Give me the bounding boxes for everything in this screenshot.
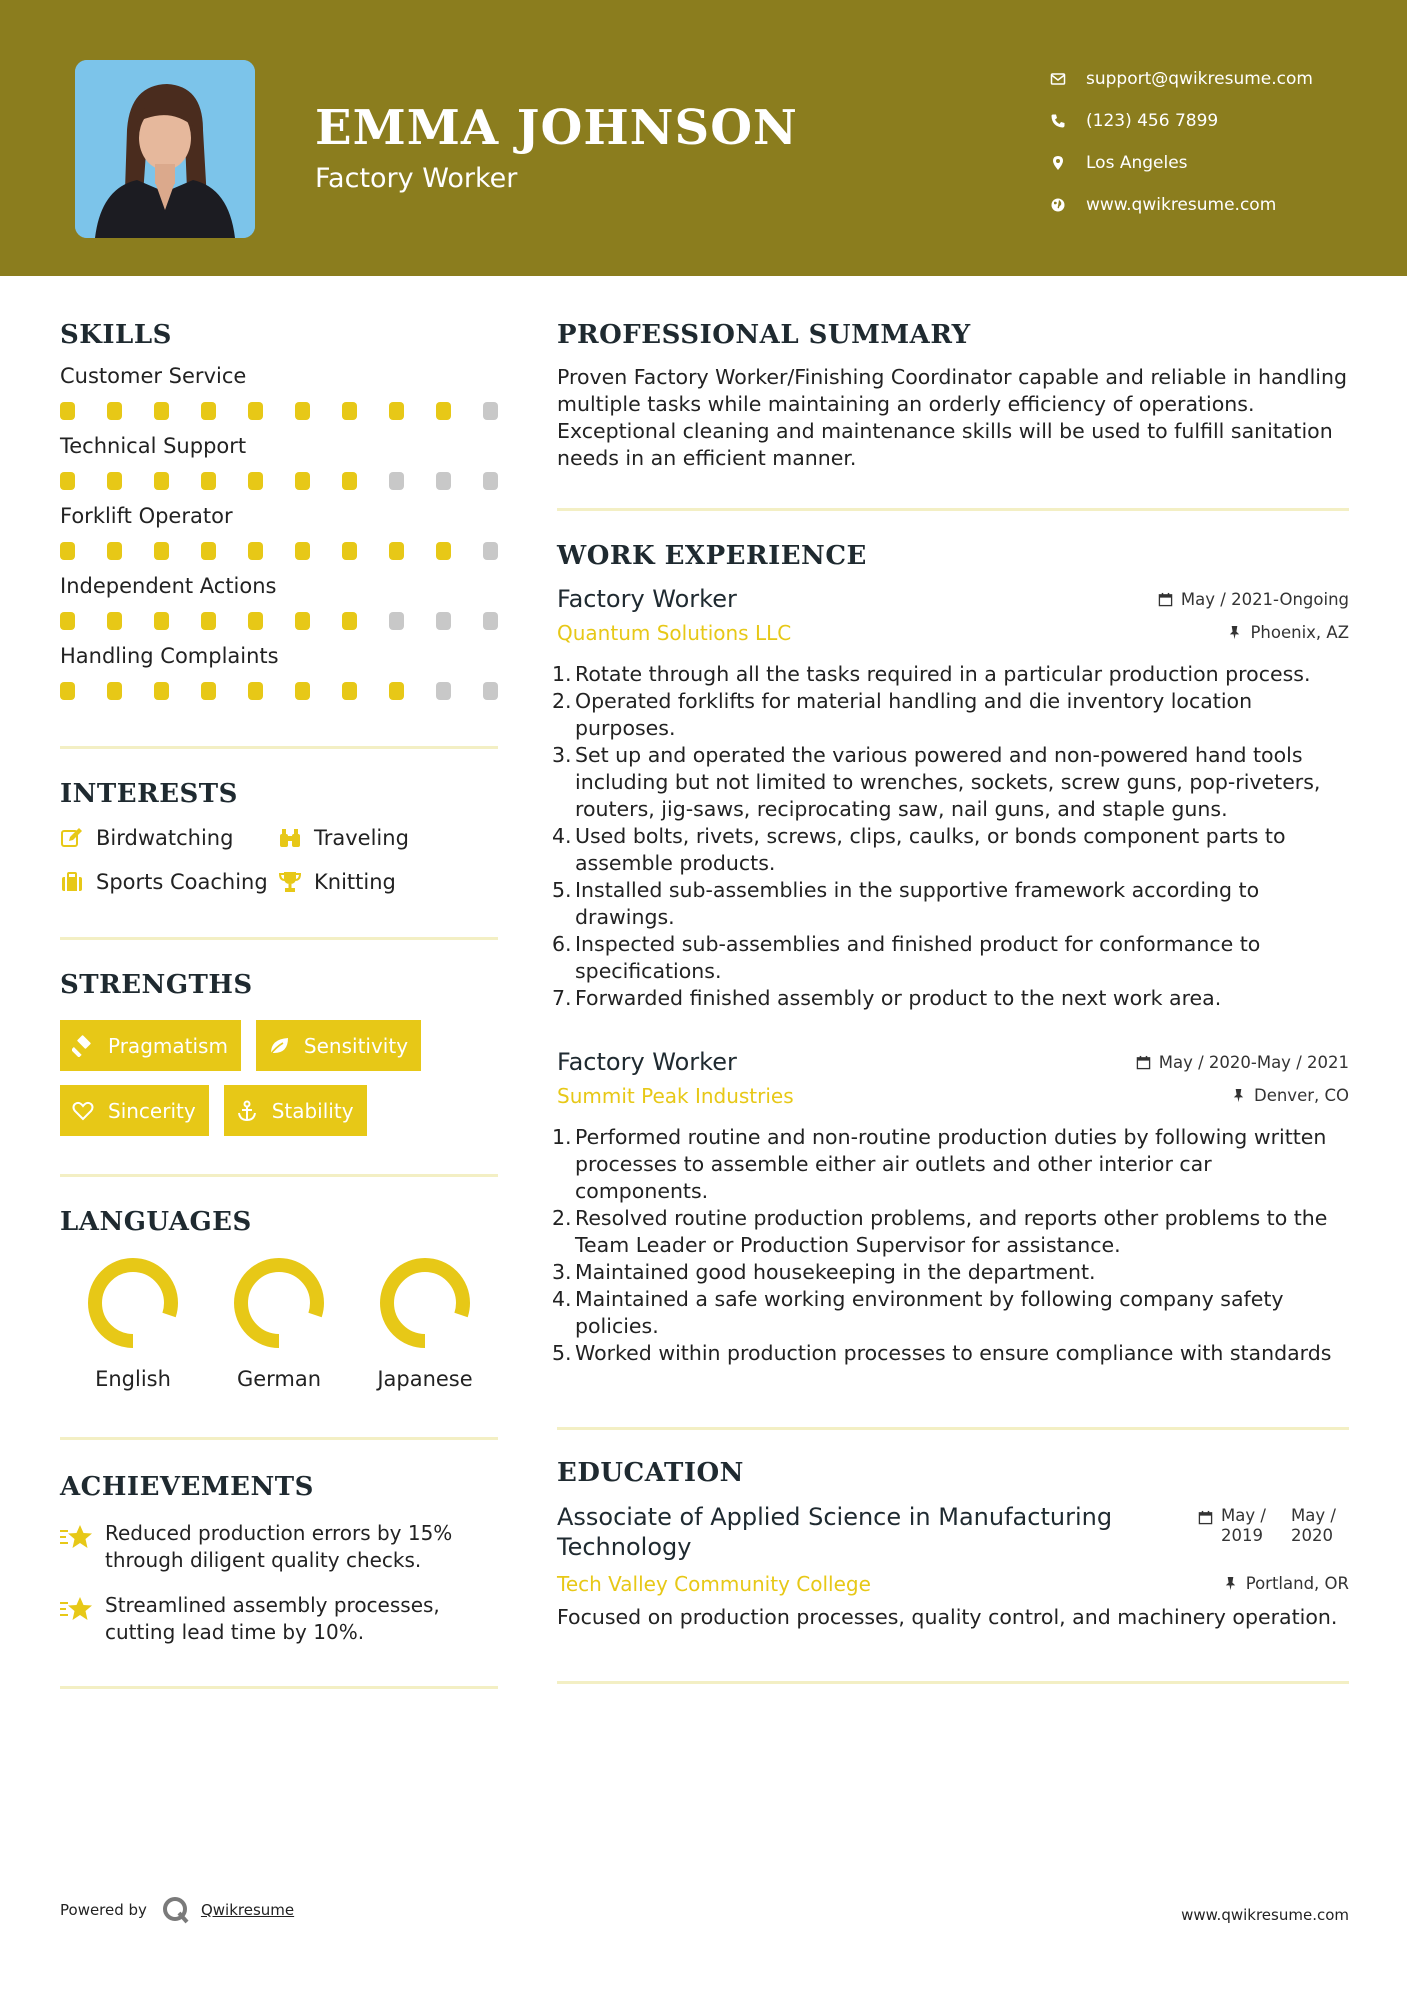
- education-date-end: May / 2020: [1291, 1506, 1336, 1545]
- skill-rating-dot: [295, 472, 310, 490]
- summary-text: Proven Factory Worker/Finishing Coordinator capable and reliable in handling multiple tasks while maintaining an orderly efficiency of operations. Exceptional cleaning and maintenance skills will be used to fulfill sanitation needs in an efficient manner.: [557, 365, 1348, 470]
- anchor-icon: [236, 1100, 272, 1122]
- job-task: Maintained good housekeeping in the department.: [575, 1260, 1096, 1284]
- job-location: [1227, 623, 1349, 642]
- skill-rating-dot: [389, 402, 404, 420]
- skill-rating-dot: [389, 542, 404, 560]
- skill-rating-dot: [436, 682, 451, 700]
- skill-rating-dot: [483, 682, 498, 700]
- summary-title: PROFESSIONAL SUMMARY: [557, 320, 971, 350]
- achievements-section: [60, 1472, 498, 1646]
- job-task: Performed routine and non-routine production duties by following written processes to assemble either air outlets and other interior car components.: [575, 1125, 1327, 1203]
- job-date-text: May / 2021-Ongoing: [1180, 590, 1349, 609]
- calendar-icon: [1198, 1510, 1213, 1529]
- job-entry: [557, 1048, 1349, 1367]
- skill-rating-dot: [107, 402, 122, 420]
- skill-rating-dot: [60, 402, 75, 420]
- education-description: Focused on production processes, quality control, and machinery operation.: [557, 1605, 1338, 1629]
- interest-label: Sports Coaching: [96, 870, 268, 894]
- skill-rating-dot: [201, 612, 216, 630]
- section-divider: [557, 1681, 1349, 1684]
- candidate-role: Factory Worker: [315, 163, 518, 194]
- skill-rating-dot: [154, 682, 169, 700]
- skill-rating-dot: [389, 612, 404, 630]
- achievement-item: [60, 1520, 498, 1574]
- trophy-icon: [278, 870, 314, 894]
- contact-website-text: www.qwikresume.com: [1086, 195, 1277, 215]
- skill-rating-dot: [154, 472, 169, 490]
- section-divider: [60, 1174, 498, 1177]
- job-task: Forwarded finished assembly or product to the next work area.: [575, 986, 1222, 1010]
- job-location: [1231, 1086, 1349, 1105]
- skill-name: Independent Actions: [60, 574, 277, 598]
- job-location-text: Phoenix, AZ: [1250, 623, 1349, 642]
- binoculars-icon: [278, 826, 314, 850]
- calendar-icon: [1136, 1055, 1151, 1070]
- education-dates: [1198, 1502, 1349, 1562]
- interests-section: [60, 779, 498, 895]
- job-task: Maintained a safe working environment by following company safety policies.: [575, 1287, 1284, 1338]
- skill-rating-dot: [248, 472, 263, 490]
- summary-section: [557, 320, 1349, 472]
- achievement-text: Reduced production errors by 15% through diligent quality checks.: [105, 1521, 453, 1572]
- job-entry: [557, 585, 1349, 1012]
- job-sub: [557, 1084, 1349, 1108]
- strength-tag: [224, 1085, 367, 1136]
- strength-tag: [60, 1020, 241, 1071]
- job-date-text: May / 2020-May / 2021: [1158, 1053, 1349, 1072]
- strengths-section: [60, 970, 498, 1136]
- education-location-text: Portland, OR: [1245, 1574, 1349, 1593]
- skill-rating-dot: [483, 612, 498, 630]
- language-level-ring: [231, 1255, 327, 1351]
- contact-list: [1050, 58, 1390, 226]
- job-tasks: [557, 661, 1349, 1012]
- language-level-ring: [377, 1255, 473, 1351]
- job-task: Worked within production processes to ensure compliance with standards: [575, 1341, 1332, 1365]
- interest-item: [60, 869, 278, 895]
- skill-rating-dot: [389, 472, 404, 490]
- interest-label: Birdwatching: [96, 826, 234, 850]
- skill-rating-dot: [107, 542, 122, 560]
- skill-rating-dot: [483, 402, 498, 420]
- resume-header: [0, 0, 1407, 276]
- interests-title: INTERESTS: [60, 779, 238, 809]
- section-divider: [60, 1686, 498, 1689]
- achievements-title: ACHIEVEMENTS: [60, 1472, 314, 1502]
- contact-phone-text: (123) 456 7899: [1086, 111, 1219, 131]
- skill-rating-dot: [60, 682, 75, 700]
- profile-photo: [75, 60, 255, 238]
- skill-rating-dot: [483, 542, 498, 560]
- language-name: English: [95, 1367, 171, 1391]
- achievement-item: [60, 1592, 498, 1646]
- job-title: Factory Worker: [557, 1048, 737, 1076]
- section-divider: [60, 937, 498, 940]
- skill-rating: [60, 542, 498, 562]
- briefcase-icon: [60, 870, 96, 894]
- contact-location-text: Los Angeles: [1086, 153, 1188, 173]
- skill-rating-dot: [436, 542, 451, 560]
- powered-by-label: Powered by: [60, 1901, 147, 1919]
- strength-label: Sensitivity: [303, 1033, 409, 1058]
- education-degree: Associate of Applied Science in Manufacturing Technology: [557, 1503, 1113, 1561]
- language-name: Japanese: [377, 1367, 473, 1391]
- languages-section: [60, 1207, 498, 1391]
- job-sub: [557, 621, 1349, 645]
- candidate-name: EMMA JOHNSON: [315, 100, 798, 156]
- skill-rating-dot: [60, 542, 75, 560]
- strength-label: Stability: [271, 1098, 354, 1123]
- pin-icon: [1231, 1088, 1246, 1103]
- skills-list: [60, 364, 498, 702]
- skill-rating-dot: [436, 472, 451, 490]
- skill-rating-dot: [201, 682, 216, 700]
- jobs-list: [557, 585, 1349, 1367]
- job-task: Set up and operated the various powered and non-powered hand tools including but not limited to wrenches, sockets, screw guns, pop-riveters, routers, jig-saws, reciprocating saw, nail guns, and staple guns.: [575, 743, 1321, 821]
- skill-rating-dot: [248, 402, 263, 420]
- skills-section: [60, 320, 498, 702]
- interest-label: Traveling: [314, 826, 409, 850]
- skill-rating-dot: [248, 682, 263, 700]
- experience-section: [557, 541, 1349, 1367]
- mail-icon: [1050, 71, 1086, 87]
- education-title: EDUCATION: [557, 1458, 744, 1488]
- job-task: Rotate through all the tasks required in a particular production process.: [575, 662, 1311, 686]
- footer-powered-by: [60, 1895, 294, 1925]
- section-divider: [557, 1427, 1349, 1430]
- language-item: [60, 1255, 206, 1391]
- skill-rating-dot: [342, 542, 357, 560]
- education-date-start: May / 2019: [1221, 1506, 1266, 1545]
- footer-website[interactable]: www.qwikresume.com: [1181, 1906, 1349, 1924]
- interests-list: [60, 825, 498, 895]
- contact-email-text: support@qwikresume.com: [1086, 69, 1313, 89]
- skill-rating-dot: [436, 402, 451, 420]
- strength-label: Sincerity: [108, 1098, 196, 1123]
- job-task: Inspected sub-assemblies and finished product for conformance to specifications.: [575, 932, 1261, 983]
- job-date: [1158, 590, 1349, 609]
- achievement-text: Streamlined assembly processes, cutting lead time by 10%.: [105, 1593, 440, 1644]
- skill-rating-dot: [295, 612, 310, 630]
- skill-rating-dot: [248, 542, 263, 560]
- skill-rating-dot: [295, 682, 310, 700]
- left-column: [60, 320, 498, 1689]
- skill-name: Customer Service: [60, 364, 247, 388]
- skill-rating-dot: [436, 612, 451, 630]
- globe-icon: [1050, 197, 1086, 213]
- location-pin-icon: [1050, 155, 1086, 171]
- leaf-icon: [268, 1035, 304, 1057]
- education-head: [557, 1502, 1349, 1562]
- languages-title: LANGUAGES: [60, 1207, 252, 1237]
- qwikresume-logo-icon: [161, 1895, 191, 1925]
- skill-rating-dot: [483, 472, 498, 490]
- right-column: [557, 320, 1349, 1684]
- skill-rating-dot: [154, 542, 169, 560]
- interest-item: [278, 869, 498, 895]
- star-icon: [60, 1520, 105, 1574]
- skill-rating-dot: [60, 472, 75, 490]
- skill-rating-dot: [107, 472, 122, 490]
- interest-label: Knitting: [314, 870, 396, 894]
- interest-item: [278, 825, 498, 851]
- pencil-icon: [60, 826, 96, 850]
- education-school: Tech Valley Community College: [557, 1572, 871, 1596]
- experience-title: WORK EXPERIENCE: [557, 541, 867, 571]
- skill-rating-dot: [342, 472, 357, 490]
- skill-rating-dot: [342, 682, 357, 700]
- skill-rating-dot: [295, 542, 310, 560]
- education-sub: [557, 1572, 1349, 1596]
- language-item: [206, 1255, 352, 1391]
- skill-name: Forklift Operator: [60, 504, 233, 528]
- job-location-text: Denver, CO: [1253, 1086, 1349, 1105]
- star-icon: [60, 1592, 105, 1646]
- skill-rating-dot: [295, 402, 310, 420]
- skill-rating-dot: [201, 402, 216, 420]
- skill-rating: [60, 612, 498, 632]
- skill-rating-dot: [342, 402, 357, 420]
- qwikresume-link[interactable]: Qwikresume: [200, 1901, 295, 1919]
- job-task: Resolved routine production problems, and reports other problems to the Team Leader or Production Supervisor for assistance.: [575, 1206, 1328, 1257]
- strength-tag: [60, 1085, 209, 1136]
- section-divider: [557, 508, 1349, 511]
- skill-name: Handling Complaints: [60, 644, 279, 668]
- skill-rating-dot: [107, 612, 122, 630]
- pin-icon: [1227, 625, 1242, 640]
- skill-rating-dot: [248, 612, 263, 630]
- phone-icon: [1050, 113, 1086, 129]
- pin-icon: [1223, 1576, 1238, 1591]
- skill-rating-dot: [154, 402, 169, 420]
- strengths-list: [60, 1020, 498, 1136]
- skill-rating-dot: [154, 612, 169, 630]
- skills-title: SKILLS: [60, 320, 172, 350]
- education-section: [557, 1458, 1349, 1631]
- job-task: Used bolts, rivets, screws, clips, caulks, or bonds component parts to assemble products.: [575, 824, 1286, 875]
- strengths-title: STRENGTHS: [60, 970, 253, 1000]
- interest-item: [60, 825, 278, 851]
- contact-website[interactable]: [1050, 184, 1390, 226]
- heart-icon: [72, 1100, 108, 1122]
- language-name: German: [236, 1367, 322, 1391]
- job-date: [1136, 1053, 1349, 1072]
- job-task: Installed sub-assemblies in the supportive framework according to drawings.: [575, 878, 1260, 929]
- job-company: Summit Peak Industries: [557, 1084, 794, 1108]
- section-divider: [60, 746, 498, 749]
- skill-rating: [60, 472, 498, 492]
- skill-rating-dot: [107, 682, 122, 700]
- language-level-ring: [85, 1255, 181, 1351]
- gavel-icon: [72, 1035, 108, 1057]
- contact-email[interactable]: [1050, 58, 1390, 100]
- education-location: [1223, 1574, 1349, 1593]
- achievements-list: [60, 1520, 498, 1646]
- skill-rating-dot: [201, 542, 216, 560]
- skill-rating-dot: [60, 612, 75, 630]
- job-title: Factory Worker: [557, 585, 737, 613]
- strength-label: Pragmatism: [108, 1033, 228, 1058]
- job-company: Quantum Solutions LLC: [557, 621, 792, 645]
- skill-name: Technical Support: [60, 434, 247, 458]
- calendar-icon: [1158, 592, 1173, 607]
- strength-tag: [256, 1020, 421, 1071]
- skill-rating-dot: [342, 612, 357, 630]
- section-divider: [60, 1437, 498, 1440]
- skill-rating-dot: [389, 682, 404, 700]
- skill-rating-dot: [201, 472, 216, 490]
- languages-list: [60, 1255, 498, 1391]
- job-tasks: [557, 1124, 1349, 1367]
- job-head: [557, 585, 1349, 613]
- language-item: [352, 1255, 498, 1391]
- contact-phone[interactable]: [1050, 100, 1390, 142]
- job-head: [557, 1048, 1349, 1076]
- skill-rating: [60, 402, 498, 422]
- job-task: Operated forklifts for material handling and die inventory location purposes.: [575, 689, 1253, 740]
- contact-location: [1050, 142, 1390, 184]
- skill-rating: [60, 682, 498, 702]
